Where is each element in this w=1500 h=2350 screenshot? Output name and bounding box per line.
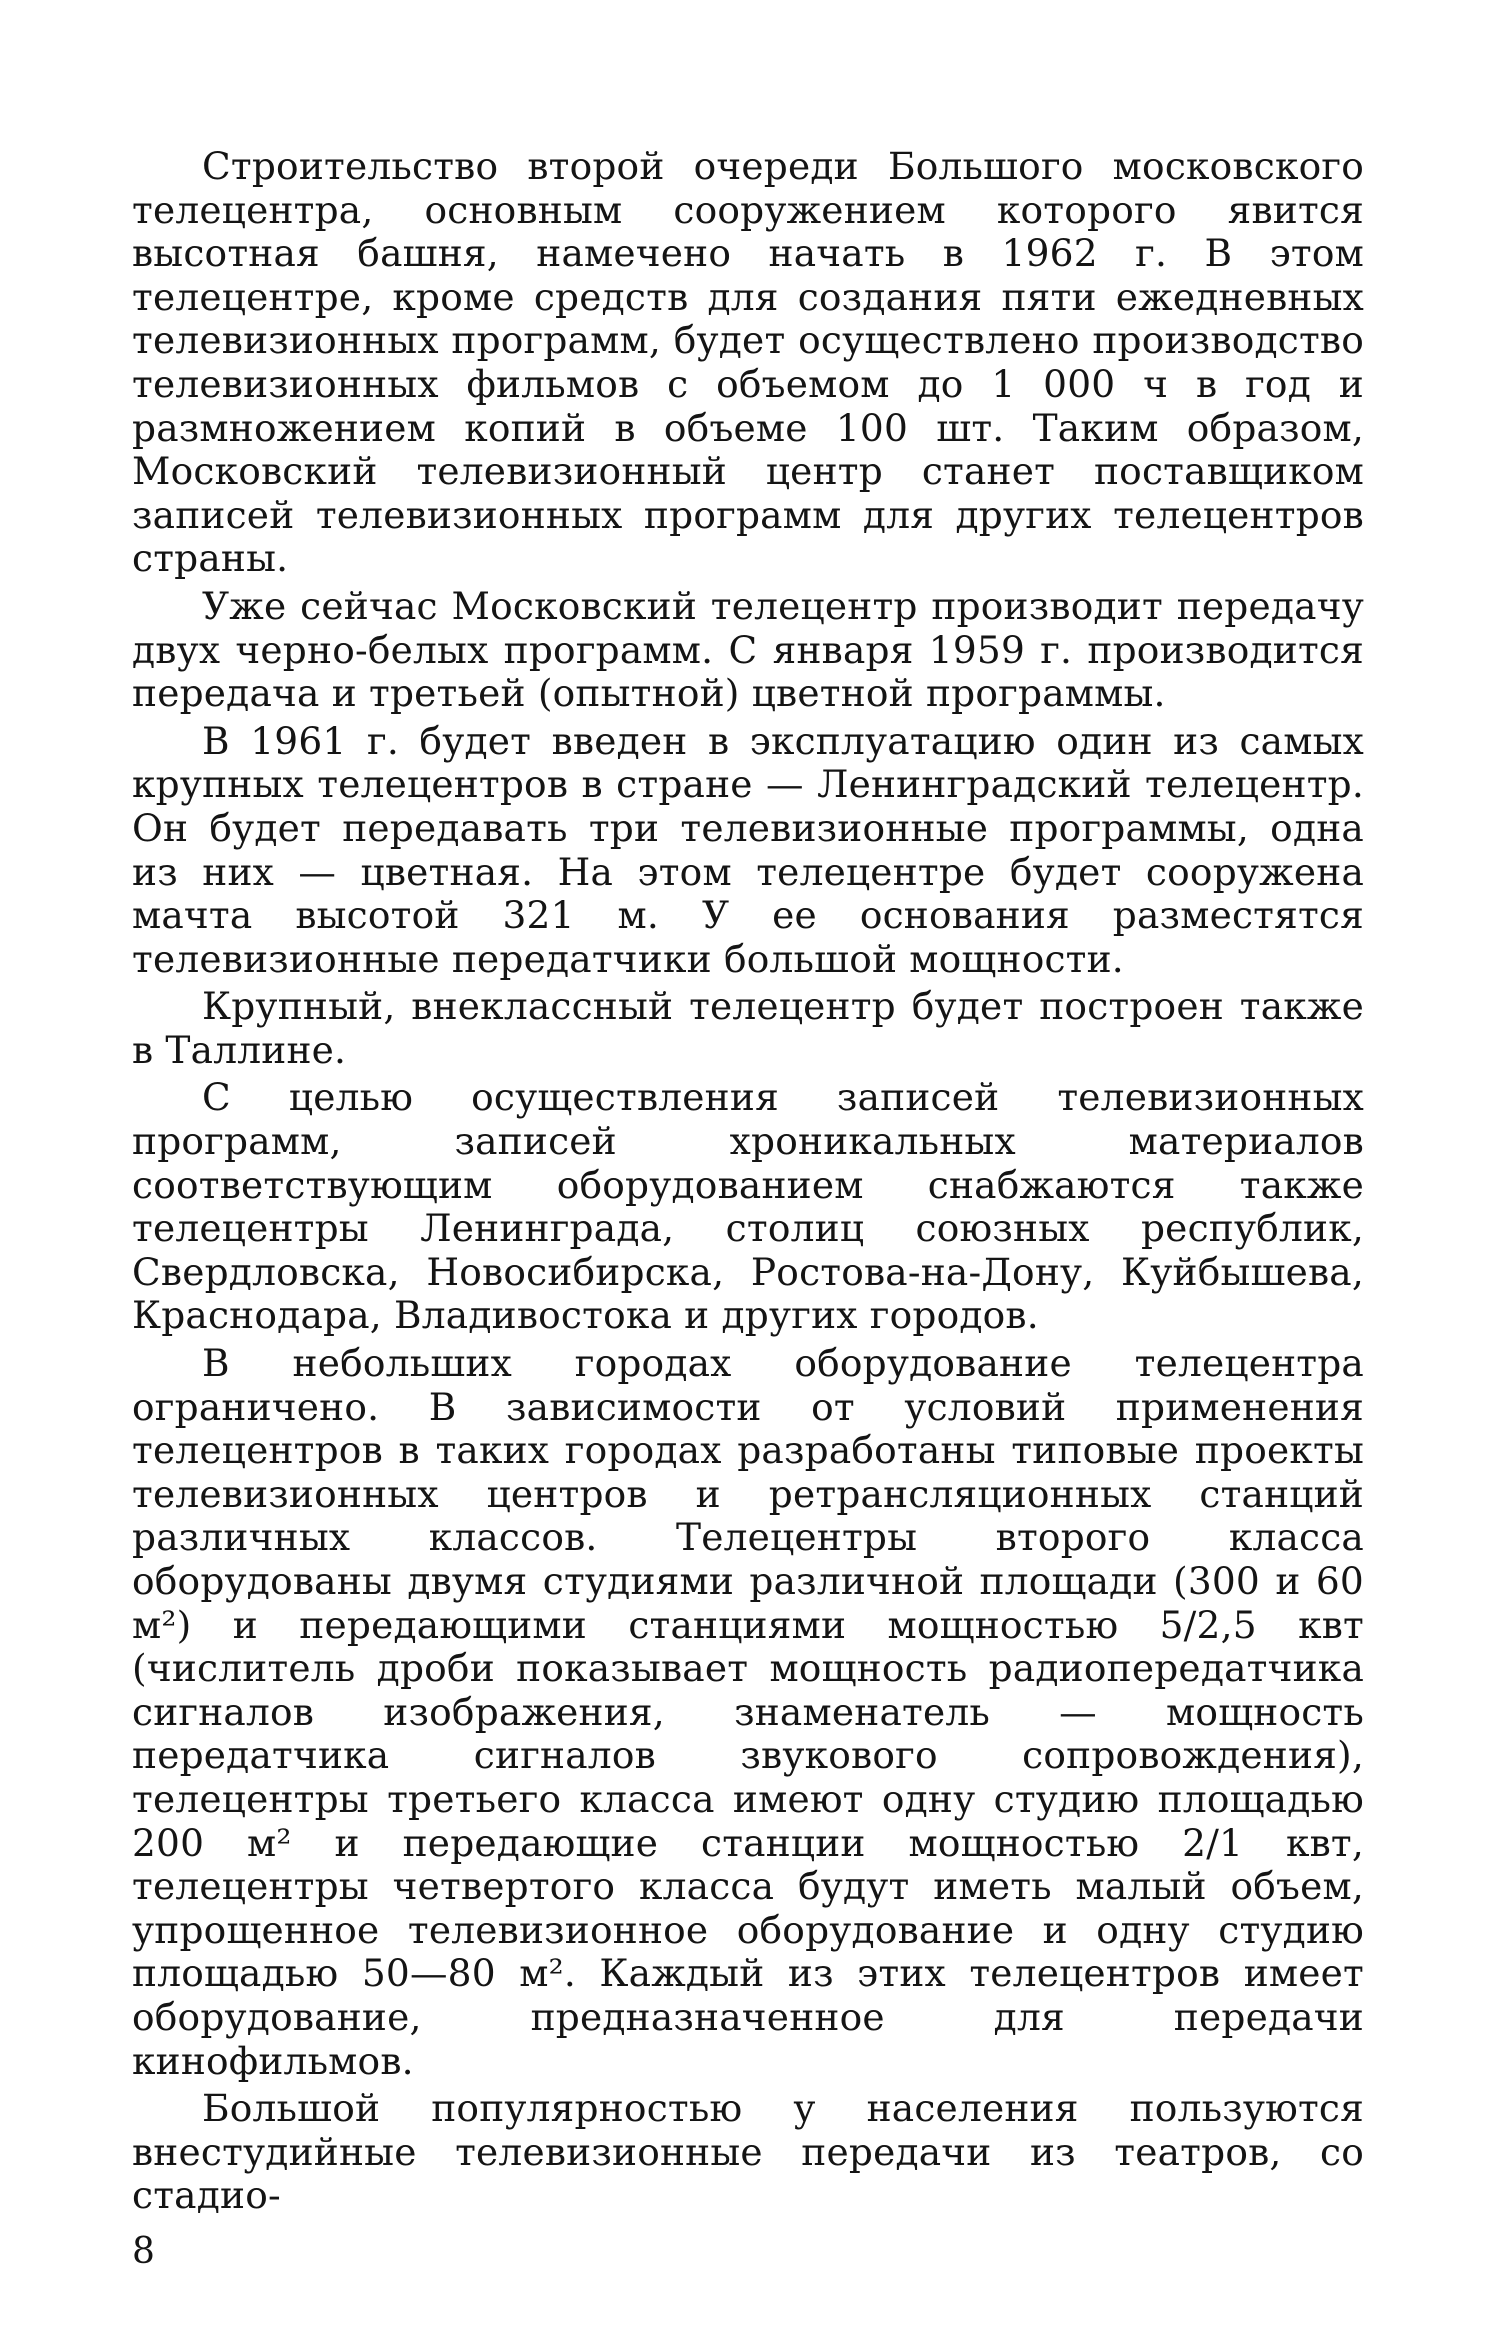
page-text	[132, 145, 1364, 2222]
paragraph-moscow-programs: Уже сейчас Московский телецентр производит передачу двух черно-белых программ. С января 1959 г. производится передача и третьей (опытной) цветной программы.	[132, 583, 1364, 716]
page-number: 8	[132, 2231, 155, 2272]
paragraph-tallinn-tv-center: Крупный, внеклассный телецентр будет построен также в Таллине.	[132, 984, 1364, 1072]
paragraph-moscow-tv-center-second-stage: Строительство второй очереди Большого московского телецентра, основным сооружением которого явится высотная башня, намечено начать в 1962 г. В этом телецентре, кроме средств для создания пяти ежедневных телевизионных программ, будет осуществлено производство телевизионных фильмов с объемом до 1 000 ч в год и размножением копий в объеме 100 шт. Таким образом, Московский телевизионный центр станет поставщиком записей телевизионных программ для других телецентров страны.	[132, 144, 1364, 581]
paragraph-outside-broadcasts: Большой популярностью у населения пользуются внестудийные телевизионные передачи из театров, со стадио-	[132, 2086, 1364, 2218]
paragraph-recording-equipment: С целью осуществления записей телевизионных программ, записей хроникальных материалов соответствующим оборудованием снабжаются также телецентры Ленинграда, столиц союзных республик, Свердловска, Новосибирска, Ростова-на-Дону, Куйбышева, Краснодара, Владивостока и других городов.	[132, 1075, 1364, 1338]
paragraph-small-cities-tv-centers: В небольших городах оборудование телецентра ограничено. В зависимости от условий применения телецентров в таких городах разработаны типовые проекты телевизионных центров и ретрансляционных станций различных классов. Телецентры второго класса оборудованы двумя студиями различной площади (300 и 60 м²) и передающими станциями мощностью 5/2,5 квт (числитель дроби показывает мощность радиопередатчика сигналов изображения, знаменатель — мощность передатчика сигналов звукового сопровождения), телецентры третьего класса имеют одну студию площадью 200 м² и передающие станции мощностью 2/1 квт, телецентры четвертого класса будут иметь малый объем, упрощенное телевизионное оборудование и одну студию площадью 50—80 м². Каждый из этих телецентров имеет оборудование, предназначенное для передачи кинофильмов.	[132, 1341, 1364, 2083]
paragraph-leningrad-tv-center: В 1961 г. будет введен в эксплуатацию один из самых крупных телецентров в стране — Ленинградский телецентр. Он будет передавать три телевизионные программы, одна из них — цветная. На этом телецентре будет сооружена мачта высотой 321 м. У ее основания разместятся телевизионные передатчики большой мощности.	[132, 718, 1364, 981]
